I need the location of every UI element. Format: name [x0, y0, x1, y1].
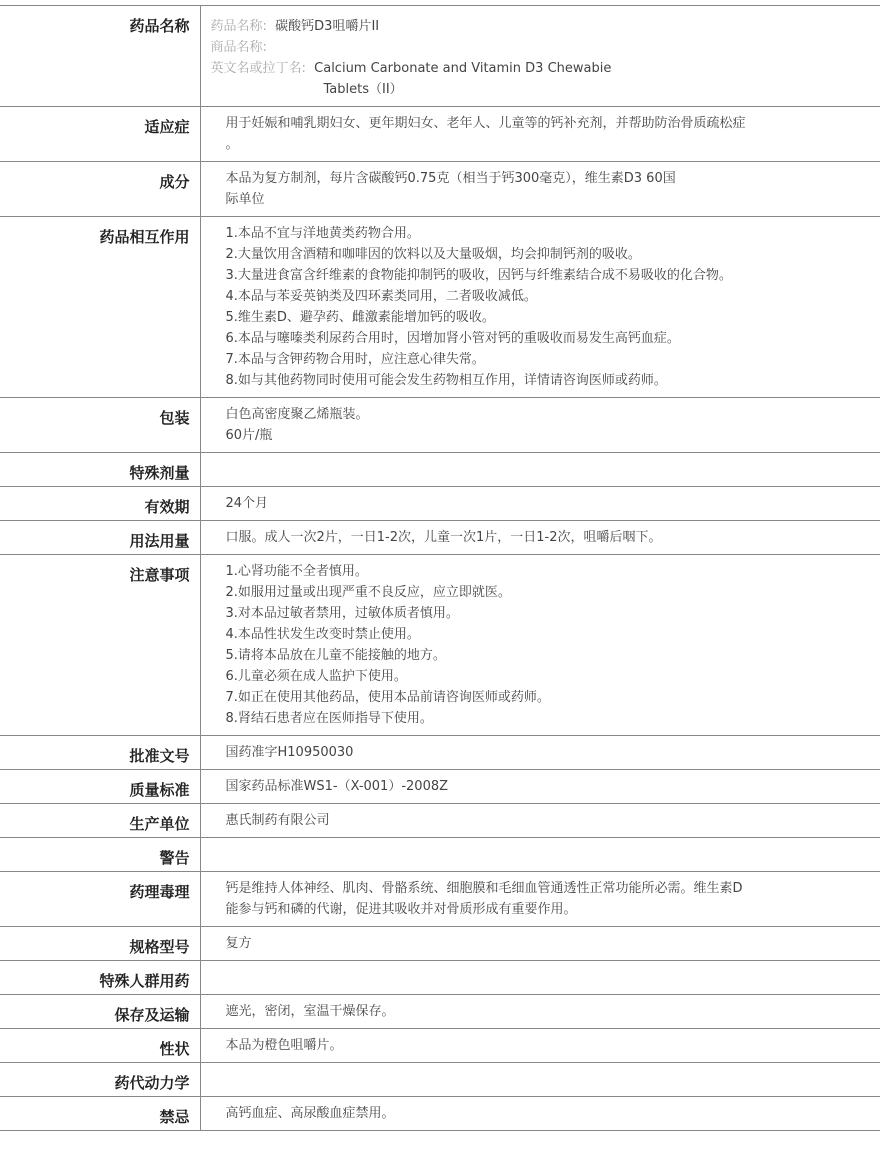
- drug-spec-table: [0, 5, 880, 1131]
- row-value-line: 钙是维持人体神经、肌肉、骨骼系统、细胞膜和毛细血管通透性正常功能所必需。维生素D: [225, 881, 743, 896]
- spec-row: [0, 453, 880, 487]
- row-value: [200, 927, 880, 961]
- row-value: [200, 770, 880, 804]
- row-value-line: 本品为复方制剂，每片含碳酸钙0.75克（相当于钙300毫克），维生素D3 60国: [225, 171, 676, 186]
- spec-row: [0, 521, 880, 555]
- row-label: 禁忌: [0, 1097, 200, 1131]
- spec-row: [0, 487, 880, 521]
- row-value-line: 本品为橙色咀嚼片。: [225, 1038, 343, 1053]
- row-label: 药代动力学: [0, 1063, 200, 1097]
- row-value-line: 。: [225, 137, 239, 152]
- row-label: 保存及运输: [0, 995, 200, 1029]
- row-value: [200, 162, 880, 217]
- row-value: [200, 521, 880, 555]
- row-value: [200, 555, 880, 736]
- trade-name-line: [211, 37, 871, 58]
- row-value: [200, 736, 880, 770]
- row-value-line: 7.如正在使用其他药品，使用本品前请咨询医师或药师。: [225, 690, 550, 705]
- row-value: [200, 398, 880, 453]
- spec-row: [0, 217, 880, 398]
- row-value-line: 24个月: [225, 496, 269, 511]
- row-value-line: [226, 967, 821, 988]
- spec-row: [0, 1029, 880, 1063]
- row-value-line: [226, 1069, 821, 1090]
- spec-row: [0, 1097, 880, 1131]
- spec-row: [0, 961, 880, 995]
- row-value-line: 高钙血症、高尿酸血症禁用。: [225, 1106, 395, 1121]
- spec-row: [0, 770, 880, 804]
- row-label: 质量标准: [0, 770, 200, 804]
- row-value: [200, 107, 880, 162]
- row-value-line: 5.维生素D、避孕药、雌激素能增加钙的吸收。: [225, 310, 495, 325]
- row-value-line: 4.本品与苯妥英钠类及四环素类同用，二者吸收减低。: [225, 289, 537, 304]
- row-value-line: 2.大量饮用含酒精和咖啡因的饮料以及大量吸烟，均会抑制钙剂的吸收。: [225, 247, 641, 262]
- row-label: 适应症: [0, 107, 200, 162]
- row-value: [200, 217, 880, 398]
- spec-row: [0, 995, 880, 1029]
- row-value-line: 际单位: [225, 192, 265, 207]
- english-name-key: 英文名或拉丁名:: [210, 61, 306, 76]
- row-label: 警告: [0, 838, 200, 872]
- generic-name-value: 碳酸钙D3咀嚼片II: [275, 19, 380, 34]
- row-value: [200, 453, 880, 487]
- row-value-line: 遮光，密闭，室温干燥保存。: [225, 1004, 395, 1019]
- row-value-line: 白色高密度聚乙烯瓶装。: [225, 407, 369, 422]
- row-value: [200, 804, 880, 838]
- row-value-line: 能参与钙和磷的代谢，促进其吸收并对骨质形成有重要作用。: [225, 902, 577, 917]
- row-label: 有效期: [0, 487, 200, 521]
- row-value-line: 4.本品性状发生改变时禁止使用。: [225, 627, 420, 642]
- row-value: [200, 487, 880, 521]
- row-value-line: 2.如服用过量或出现严重不良反应，应立即就医。: [225, 585, 511, 600]
- row-value-line: 8.如与其他药物同时使用可能会发生药物相互作用，详情请咨询医师或药师。: [225, 373, 667, 388]
- row-value-line: 复方: [225, 936, 252, 951]
- spec-row: [0, 838, 880, 872]
- row-value-line: 3.对本品过敏者禁用，过敏体质者慎用。: [225, 606, 459, 621]
- spec-row: [0, 927, 880, 961]
- row-value: [200, 872, 880, 927]
- row-value-line: 6.儿童必须在成人监护下使用。: [225, 669, 407, 684]
- row-value-line: 5.请将本品放在儿童不能接触的地方。: [225, 648, 446, 663]
- row-label: 性状: [0, 1029, 200, 1063]
- drug-spec-body: [0, 6, 880, 1131]
- row-value: [200, 1097, 880, 1131]
- row-value-line: 用于妊娠和哺乳期妇女、更年期妇女、老年人、儿童等的钙补充剂，并帮助防治骨质疏松症: [225, 116, 746, 131]
- row-value-line: 惠氏制药有限公司: [225, 813, 330, 828]
- row-value: [200, 6, 880, 107]
- spec-row: [0, 804, 880, 838]
- row-value-line: 6.本品与噻嗪类利尿药合用时，因增加肾小管对钙的重吸收而易发生高钙血症。: [225, 331, 680, 346]
- row-label: 批准文号: [0, 736, 200, 770]
- row-label: 用法用量: [0, 521, 200, 555]
- row-label: 成分: [0, 162, 200, 217]
- row-value-line: [226, 459, 821, 480]
- row-value-line: 国家药品标准WS1-（X-001）-2008Z: [225, 779, 449, 794]
- row-label: 规格型号: [0, 927, 200, 961]
- row-label: 药品相互作用: [0, 217, 200, 398]
- row-label: 特殊剂量: [0, 453, 200, 487]
- spec-row: [0, 1063, 880, 1097]
- spec-row: [0, 107, 880, 162]
- spec-row-name: [0, 6, 880, 107]
- generic-name-line: [211, 16, 871, 37]
- spec-row: [0, 398, 880, 453]
- row-value-line: 口服。成人一次2片，一日1-2次，儿童一次1片，一日1-2次，咀嚼后咽下。: [225, 530, 662, 545]
- row-value-line: 1.本品不宜与洋地黄类药物合用。: [225, 226, 420, 241]
- row-value-line: 国药准字H10950030: [225, 745, 354, 760]
- generic-name-key: 药品名称:: [210, 19, 267, 34]
- english-name-value: Calcium Carbonate and Vitamin D3 Chewabie: [314, 61, 612, 76]
- row-label: 生产单位: [0, 804, 200, 838]
- spec-row: [0, 162, 880, 217]
- spec-row: [0, 555, 880, 736]
- row-value: [200, 1063, 880, 1097]
- row-label: 药理毒理: [0, 872, 200, 927]
- row-value-line: [226, 844, 821, 865]
- row-label: 特殊人群用药: [0, 961, 200, 995]
- row-value-line: 1.心肾功能不全者慎用。: [225, 564, 368, 579]
- row-value-line: 60片/瓶: [225, 428, 273, 443]
- row-value-line: 8.肾结石患者应在医师指导下使用。: [225, 711, 433, 726]
- english-name-line: [211, 58, 871, 79]
- row-label: 包装: [0, 398, 200, 453]
- spec-row: [0, 736, 880, 770]
- english-name-value-cont: Tablets（II）: [323, 82, 403, 97]
- trade-name-key: 商品名称:: [210, 40, 267, 55]
- spec-row: [0, 872, 880, 927]
- row-value: [200, 961, 880, 995]
- row-value-line: 3.大量进食富含纤维素的食物能抑制钙的吸收，因钙与纤维素结合成不易吸收的化合物。: [225, 268, 732, 283]
- row-label: 注意事项: [0, 555, 200, 736]
- row-value: [200, 1029, 880, 1063]
- row-value: [200, 838, 880, 872]
- row-label: 药品名称: [0, 6, 200, 107]
- row-value-line: 7.本品与含钾药物合用时，应注意心律失常。: [225, 352, 485, 367]
- row-value: [200, 995, 880, 1029]
